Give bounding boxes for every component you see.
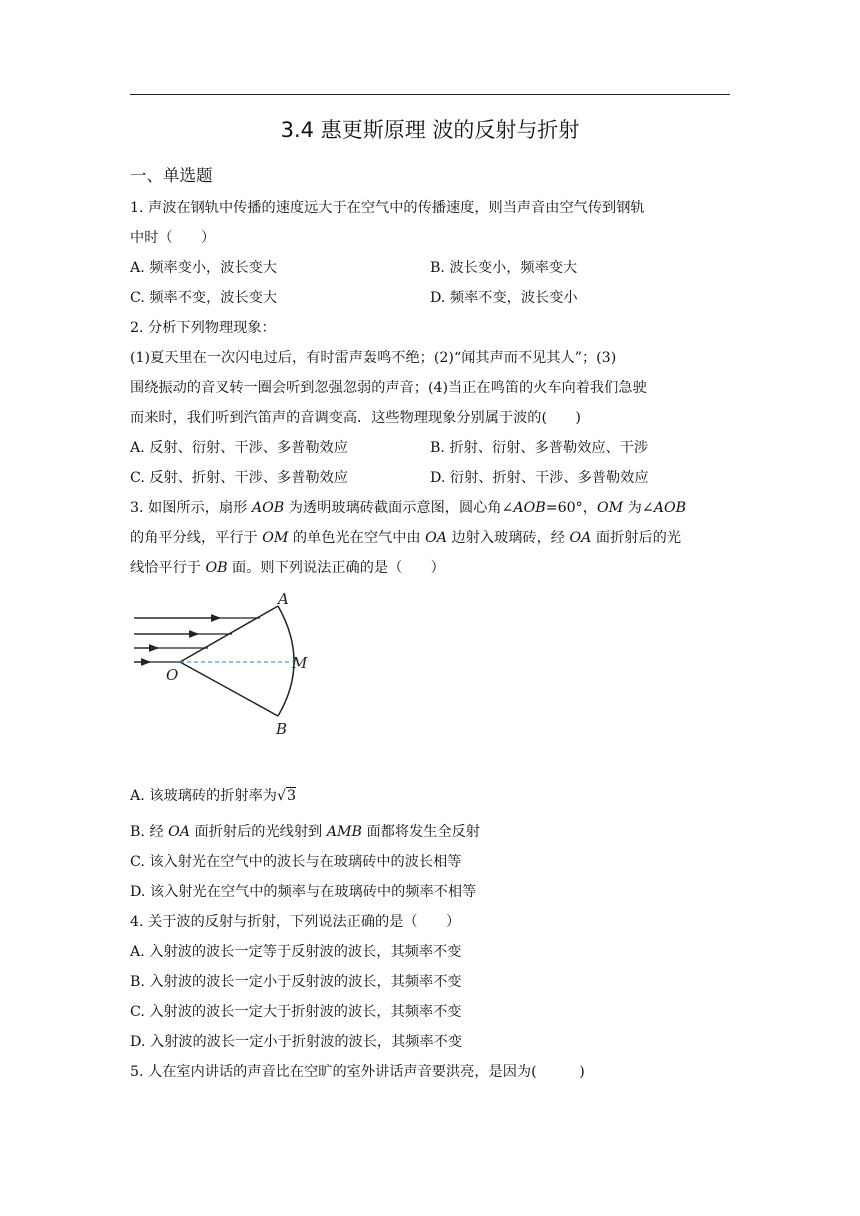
q2-option-b: B. 折射、衍射、多普勒效应、干涉 xyxy=(430,440,649,456)
label-m: M xyxy=(292,654,308,672)
q2-option-c: C. 反射、折射、干涉、多普勒效应 xyxy=(130,470,348,486)
q4-option-b: B. 入射波的波长一定小于反射波的波长，其频率不变 xyxy=(130,974,462,990)
q5-stem: 5. 人在室内讲话的声音比在空旷的室外讲话声音要洪亮，是因为( ) xyxy=(130,1064,585,1080)
q2-stem-line4: 而来时，我们听到汽笛声的音调变高．这些物理现象分别属于波的( ) xyxy=(130,410,581,426)
q2-stem-line2: (1)夏天里在一次闪电过后，有时雷声轰鸣不绝；(2)“闻其声而不见其人”；(3) xyxy=(130,350,617,366)
q3-option-c: C. 该入射光在空气中的波长与在玻璃砖中的波长相等 xyxy=(130,854,462,870)
header-rule xyxy=(130,94,730,95)
q4-option-a: A. 入射波的波长一定等于反射波的波长，其频率不变 xyxy=(130,944,462,960)
q1-option-b: B. 波长变小，频率变大 xyxy=(430,260,578,276)
q2-option-a: A. 反射、衍射、干涉、多普勒效应 xyxy=(130,440,348,456)
q1-option-d: D. 频率不变，波长变小 xyxy=(430,290,578,306)
q2-stem-line1: 2. 分析下列物理现象： xyxy=(130,320,276,336)
q3-stem-line1: 3. 如图所示，扇形 AOB 为透明玻璃砖截面示意图，圆心角∠AOB=60°，OM 为∠AOB xyxy=(130,500,687,516)
q1-stem-line2: 中时（ ） xyxy=(130,230,216,246)
label-a: A xyxy=(278,590,289,608)
q4-option-c: C. 入射波的波长一定大于折射波的波长，其频率不变 xyxy=(130,1004,462,1020)
label-o: O xyxy=(166,666,179,684)
q2-stem-line3: 围绕振动的音叉转一圈会听到忽强忽弱的声音；(4)当正在鸣笛的火车向着我们急驶 xyxy=(130,380,647,396)
page-title: 3.4 惠更斯原理 波的反射与折射 xyxy=(280,118,580,142)
sector-figure xyxy=(128,590,328,740)
q3-option-d: D. 该入射光在空气中的频率与在玻璃砖中的频率不相等 xyxy=(130,884,477,900)
q3-option-a: A. 该玻璃砖的折射率为√3 xyxy=(130,788,297,804)
edge-ob xyxy=(180,662,278,716)
q3-option-b: B. 经 OA 面折射后的光线射到 AMB 面都将发生全反射 xyxy=(130,824,480,840)
q1-option-a: A. 频率变小，波长变大 xyxy=(130,260,277,276)
label-b: B xyxy=(276,720,288,738)
q3-stem-line2: 的角平分线，平行于 OM 的单色光在空气中由 OA 边射入玻璃砖，经 OA 面折射后的光 xyxy=(130,530,682,546)
q2-option-d: D. 衍射、折射、干涉、多普勒效应 xyxy=(430,470,649,486)
section-heading: 一、单选题 xyxy=(130,166,213,185)
q1-option-c: C. 频率不变，波长变大 xyxy=(130,290,278,306)
q4-stem: 4. 关于波的反射与折射，下列说法正确的是（ ） xyxy=(130,914,461,930)
q1-stem-line1: 1. 声波在钢轨中传播的速度远大于在空气中的传播速度，则当声音由空气传到钢轨 xyxy=(130,200,645,216)
q3-stem-line3: 线恰平行于 OB 面。则下列说法正确的是（ ） xyxy=(130,560,445,576)
q4-option-d: D. 入射波的波长一定小于折射波的波长，其频率不变 xyxy=(130,1034,463,1050)
